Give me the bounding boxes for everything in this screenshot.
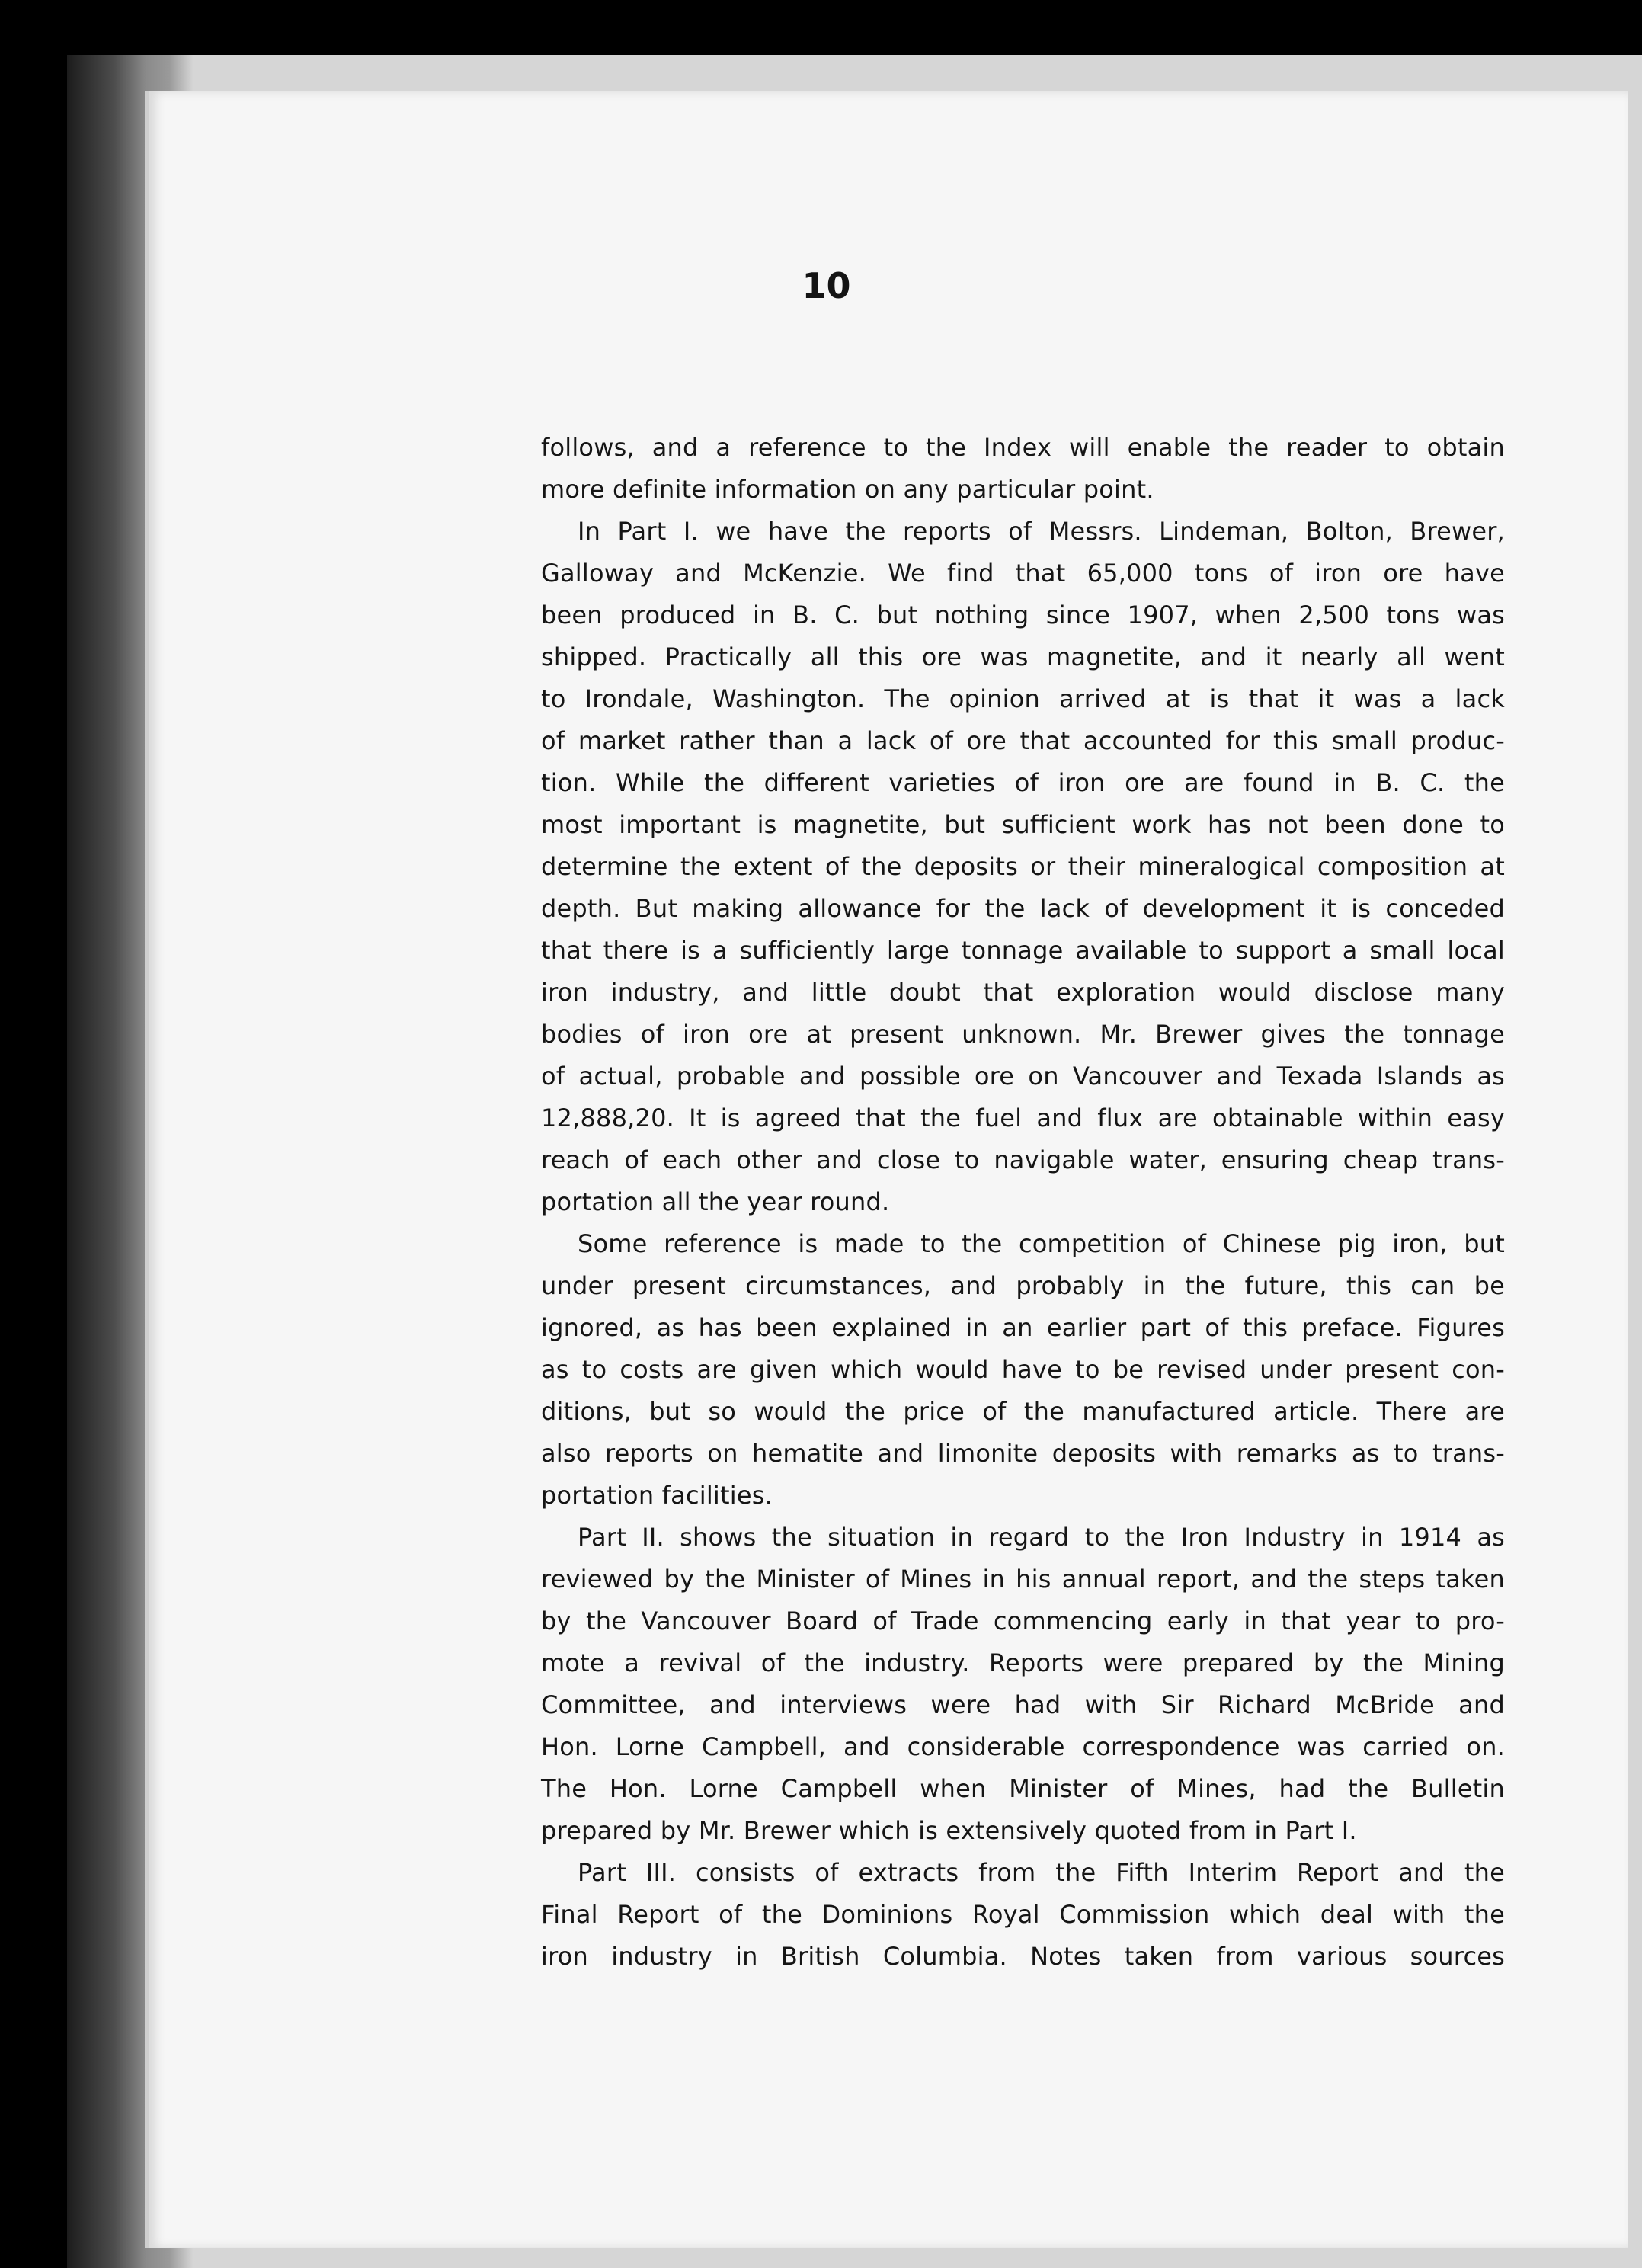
text-line: portation all the year round. bbox=[541, 1187, 890, 1216]
text-line: also reports on hematite and limonite deposits with remarks as to trans- bbox=[541, 1439, 1505, 1468]
text-line: prepared by Mr. Brewer which is extensively quoted from in Part I. bbox=[541, 1816, 1357, 1845]
text-line: Part III. consists of extracts from the Fifth Interim Report and the bbox=[578, 1858, 1505, 1887]
text-line: been produced in B. C. but nothing since 1907, when 2,500 tons was bbox=[541, 601, 1505, 629]
text-line: more definite information on any particular point. bbox=[541, 475, 1154, 504]
text-line: bodies of iron ore at present unknown. Mr. Brewer gives the tonnage bbox=[541, 1020, 1505, 1049]
text-line: that there is a sufficiently large tonnage available to support a small local bbox=[541, 936, 1505, 965]
text-line: ditions, but so would the price of the manufactured article. There are bbox=[541, 1397, 1505, 1426]
text-line: depth. But making allowance for the lack of development it is conceded bbox=[541, 894, 1505, 923]
text-line: tion. While the different varieties of iron ore are found in B. C. the bbox=[541, 768, 1505, 797]
text-line: by the Vancouver Board of Trade commencing early in that year to pro- bbox=[541, 1606, 1505, 1635]
text-line: In Part I. we have the reports of Messrs. Lindeman, Bolton, Brewer, bbox=[578, 517, 1505, 546]
text-line: reach of each other and close to navigable water, ensuring cheap trans- bbox=[541, 1145, 1505, 1174]
text-line: of actual, probable and possible ore on Vancouver and Texada Islands as bbox=[541, 1062, 1505, 1091]
text-line: Final Report of the Dominions Royal Commission which deal with the bbox=[541, 1900, 1505, 1929]
text-line: shipped. Practically all this ore was magnetite, and it nearly all went bbox=[541, 642, 1505, 671]
page-number-text: 10 bbox=[802, 265, 851, 306]
text-line: portation facilities. bbox=[541, 1481, 773, 1510]
text-line: determine the extent of the deposits or their mineralogical composition at bbox=[541, 852, 1505, 881]
text-line: most important is magnetite, but sufficient work has not been done to bbox=[541, 810, 1505, 839]
text-line: under present circumstances, and probably in the future, this can be bbox=[541, 1271, 1505, 1300]
text-line: reviewed by the Minister of Mines in his annual report, and the steps taken bbox=[541, 1565, 1505, 1594]
text-line: Hon. Lorne Campbell, and considerable correspondence was carried on. bbox=[541, 1732, 1505, 1761]
text-line: iron industry in British Columbia. Notes taken from various sources bbox=[541, 1942, 1505, 1971]
text-line: follows, and a reference to the Index will enable the reader to obtain bbox=[541, 433, 1505, 462]
text-line: 12,888,20. It is agreed that the fuel and flux are obtainable within easy bbox=[541, 1104, 1505, 1132]
text-line: Galloway and McKenzie. We find that 65,000 tons of iron ore have bbox=[541, 559, 1505, 588]
text-line: Committee, and interviews were had with Sir Richard McBride and bbox=[541, 1690, 1505, 1719]
text-line: Part II. shows the situation in regard to the Iron Industry in 1914 as bbox=[578, 1523, 1505, 1552]
text-line: as to costs are given which would have to be revised under present con- bbox=[541, 1355, 1505, 1384]
text-line: of market rather than a lack of ore that accounted for this small produc- bbox=[541, 726, 1505, 755]
body-text bbox=[541, 427, 1505, 1978]
page-number bbox=[0, 265, 1642, 306]
text-line: Some reference is made to the competition of Chinese pig iron, but bbox=[578, 1229, 1505, 1258]
text-line: to Irondale, Washington. The opinion arrived at is that it was a lack bbox=[541, 684, 1505, 713]
text-line: iron industry, and little doubt that exploration would disclose many bbox=[541, 978, 1505, 1007]
text-line: mote a revival of the industry. Reports were prepared by the Mining bbox=[541, 1648, 1505, 1677]
text-line: ignored, as has been explained in an earlier part of this preface. Figures bbox=[541, 1313, 1505, 1342]
text-line: The Hon. Lorne Campbell when Minister of Mines, had the Bulletin bbox=[541, 1774, 1505, 1803]
